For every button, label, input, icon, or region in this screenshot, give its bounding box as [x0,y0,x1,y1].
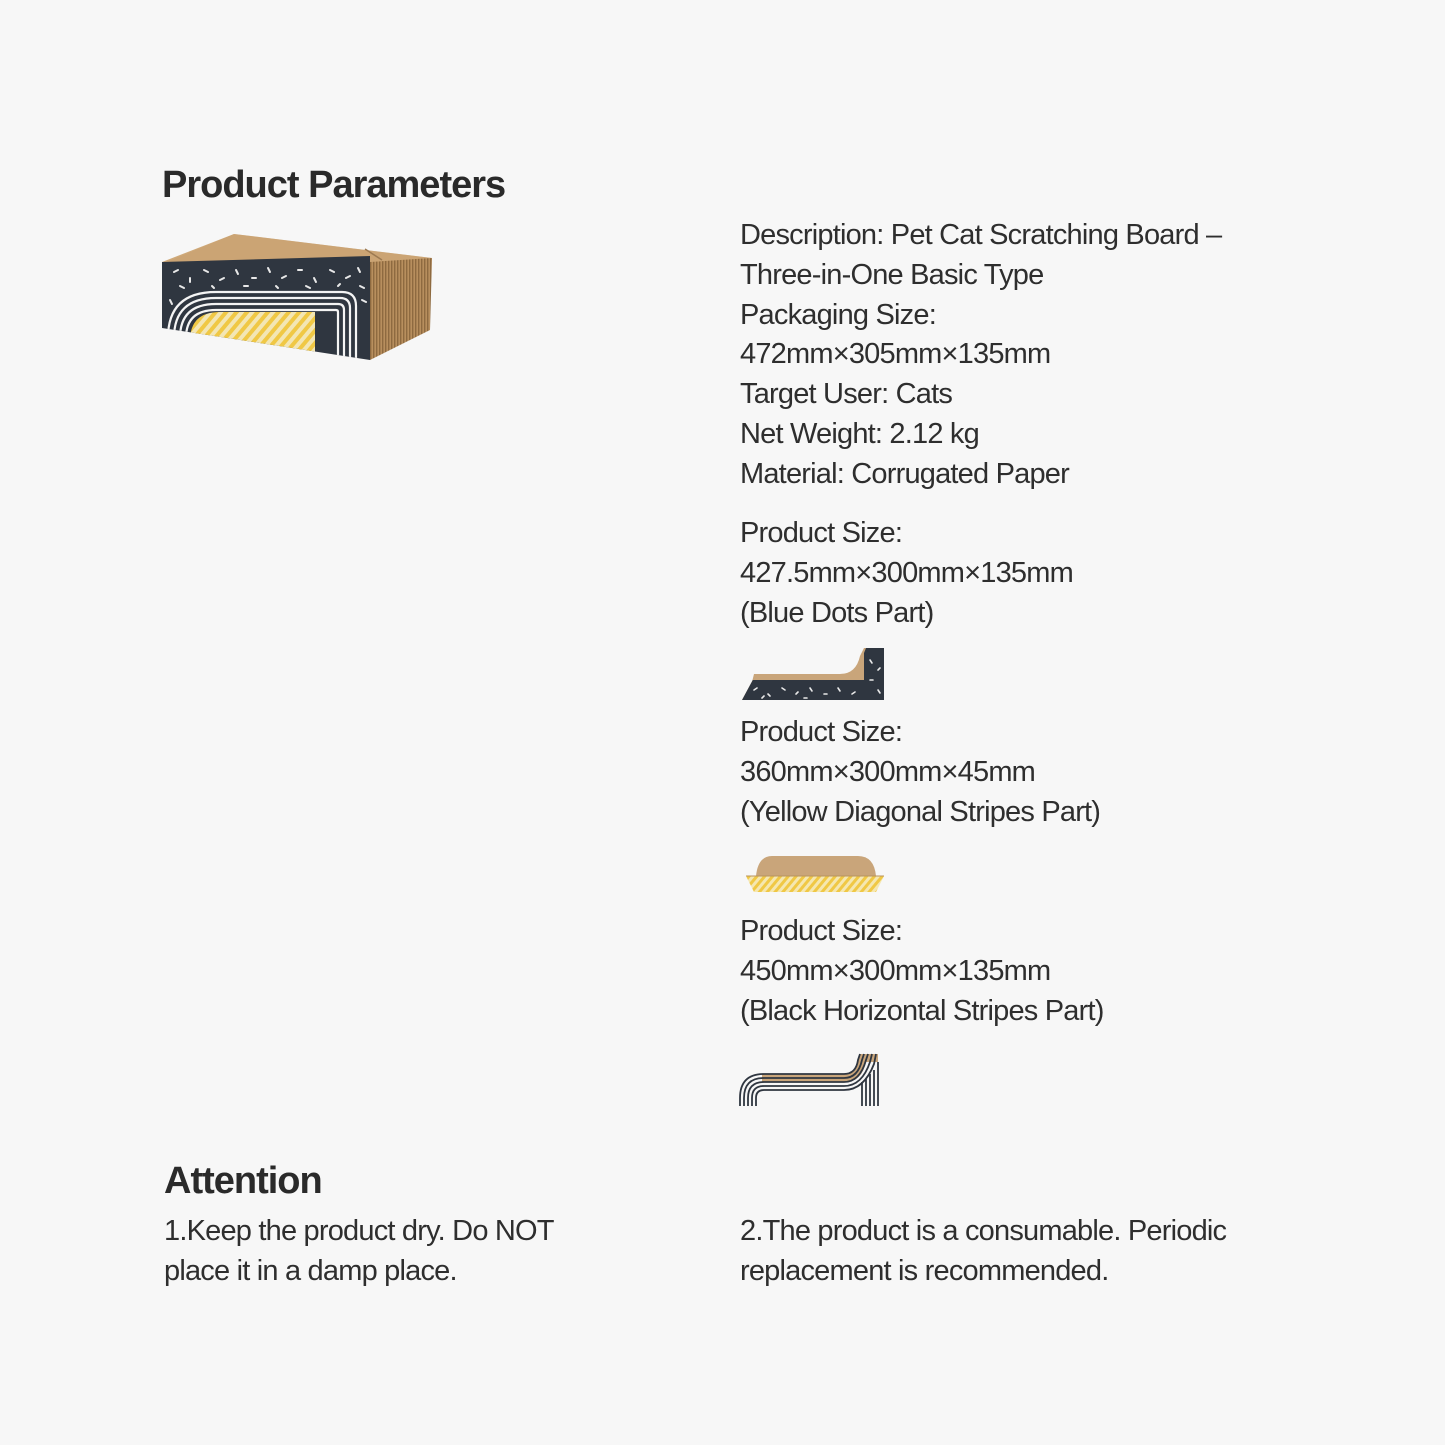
product-box-image [160,226,432,362]
net-weight: Net Weight: 2.12 kg [740,417,979,450]
part-yellow-stripes [740,713,1340,832]
target-user: Target User: Cats [740,378,953,411]
part-black-stripes [740,912,1340,1031]
part-size-value: 427.5mm×300mm×135mm [740,556,1073,589]
part-name: (Black Horizontal Stripes Part) [740,994,1104,1027]
blue-dots-part-icon [740,644,886,702]
attention-note-2 [740,1212,1300,1292]
packaging-size: 472mm×305mm×135mm [740,338,1051,371]
part-name: (Blue Dots Part) [740,596,934,629]
black-stripes-part-icon [738,1052,882,1108]
part-size-value: 450mm×300mm×135mm [740,954,1051,987]
attention-title: Attention [164,1160,322,1202]
part-size-label: Product Size: [740,716,903,748]
part-blue-dots [740,514,1340,633]
description [740,216,1340,495]
spec-main [740,216,1340,495]
part-size-label: Product Size: [740,517,903,549]
material: Material: Corrugated Paper [740,457,1069,490]
description-line-2: Three-in-One Basic Type [740,258,1044,291]
part-size-value: 360mm×300mm×45mm [740,755,1036,788]
note-2-line-2: replacement is recommended. [740,1254,1109,1287]
note-2-line-1: 2.The product is a consumable. Periodic [740,1215,1227,1247]
product-parameters-title: Product Parameters [162,164,506,206]
note-1-line-1: 1.Keep the product dry. Do NOT [164,1215,554,1247]
part-name: (Yellow Diagonal Stripes Part) [740,795,1101,828]
packaging-label: Packaging Size: [740,298,936,331]
part-size-label: Product Size: [740,915,903,947]
description-line-1: Description: Pet Cat Scratching Board – [740,219,1222,251]
attention-note-1 [164,1212,724,1292]
note-1-line-2: place it in a damp place. [164,1254,457,1287]
yellow-stripes-part-icon [744,852,886,894]
